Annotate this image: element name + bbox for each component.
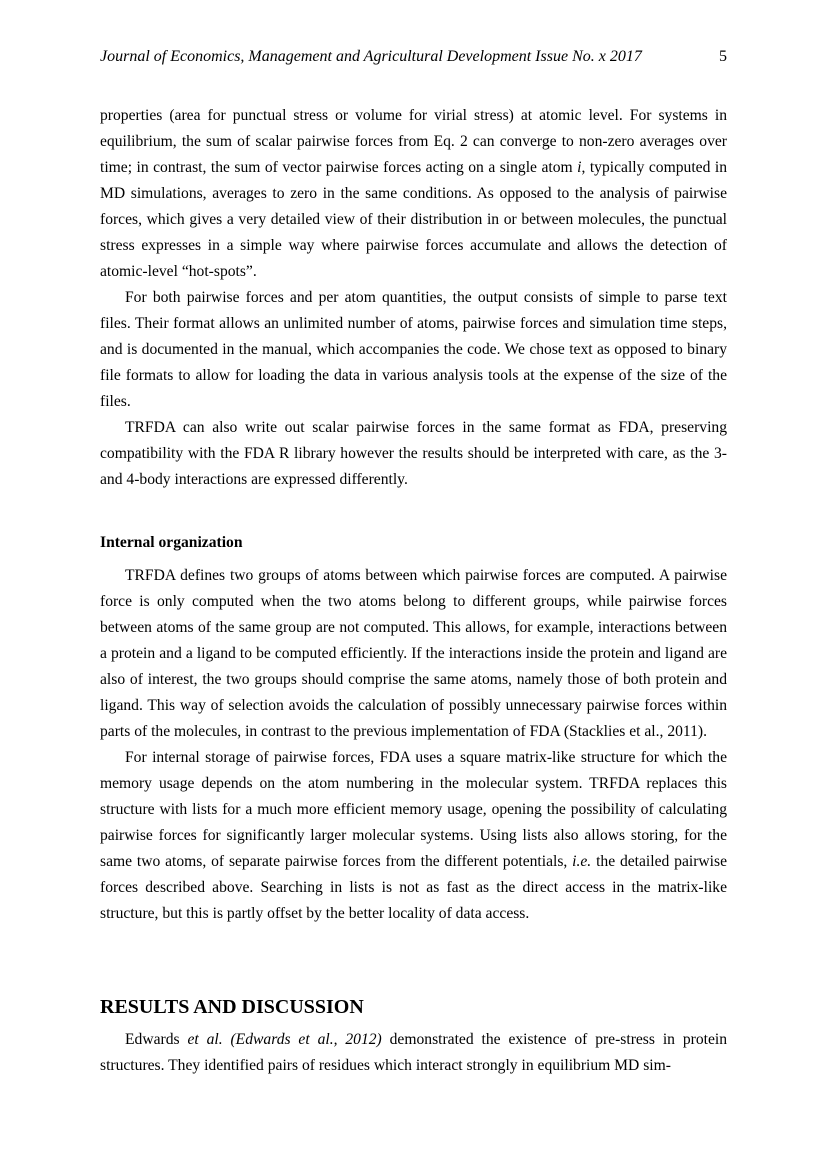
page-number: 5 xyxy=(719,48,727,65)
section-heading-results: RESULTS AND DISCUSSION xyxy=(100,996,364,1018)
paragraph-prestress: Edwards et al. (Edwards et al., 2012) demonstrated the existence of pre-stress in protein structures. They identified pairs of residues which interact strongly in equilibrium MD sim- xyxy=(100,1031,728,1074)
body-text-internal xyxy=(100,563,727,927)
body-text-upper xyxy=(100,103,727,493)
running-header xyxy=(100,47,727,67)
paragraph-atom-groups: TRFDA defines two groups of atoms between which pairwise forces are computed. A pairwise force is only computed when the two atoms belong to different groups, while pairwise forces between atoms of the same group are not computed. This allows, for example, interactions between a protein and a ligand to be computed efficiently. If the interactions inside the protein and ligand are also of interest, the two groups should comprise the same atoms, namely those of both protein and ligand. This way of selection avoids the calculation of possibly unnecessary pairwise forces within parts of the molecules, in contrast to the previous implementation of FDA (Stacklies et al., 2011). xyxy=(100,567,727,740)
paragraph-internal-storage: For internal storage of pairwise forces, FDA uses a square matrix-like structure for which the memory usage depends on the atom numbering in the molecular system. TRFDA replaces this structure with lists for a much more efficient memory usage, opening the possibility of calculating pairwise forces for significantly larger molecular systems. Using lists also allows storing, for the same two atoms, of separate pairwise forces from the different potentials, i.e. the detailed pairwise forces described above. Searching in lists is not as fast as the direct access in the matrix-like structure, but this is partly offset by the better locality of data access. xyxy=(100,749,727,922)
journal-title: Journal of Economics, Management and Agricultural Development Issue No. x 2017 xyxy=(100,48,642,65)
paragraph-fda-compatibility: TRFDA can also write out scalar pairwise forces in the same format as FDA, preserving compatibility with the FDA R library however the results should be interpreted with care, as the 3- and 4-body interactions are expressed differently. xyxy=(100,419,727,488)
paragraph-stress-continuation: properties (area for punctual stress or volume for virial stress) at atomic level. For systems in equilibrium, the sum of scalar pairwise forces from Eq. 2 can converge to non-zero averages over time; in contrast, the sum of vector pairwise forces acting on a single atom i, typically computed in MD simulations, averages to zero in the same conditions. As opposed to the analysis of pairwise forces, which gives a very detailed view of their distribution in or between molecules, the punctual stress expresses in a simple way where pairwise forces accumulate and allows the detection of atomic-level “hot-spots”. xyxy=(100,107,727,280)
paragraph-output-format: For both pairwise forces and per atom quantities, the output consists of simple to parse text files. Their format allows an unlimited number of atoms, pairwise forces and simulation time steps, and is documented in the manual, which accompanies the code. We chose text as opposed to binary file formats to allow for loading the data in various analysis tools at the expense of the size of the files. xyxy=(100,289,727,410)
section-heading-internal-organization: Internal organization xyxy=(100,534,243,551)
body-text-results xyxy=(100,1027,727,1079)
